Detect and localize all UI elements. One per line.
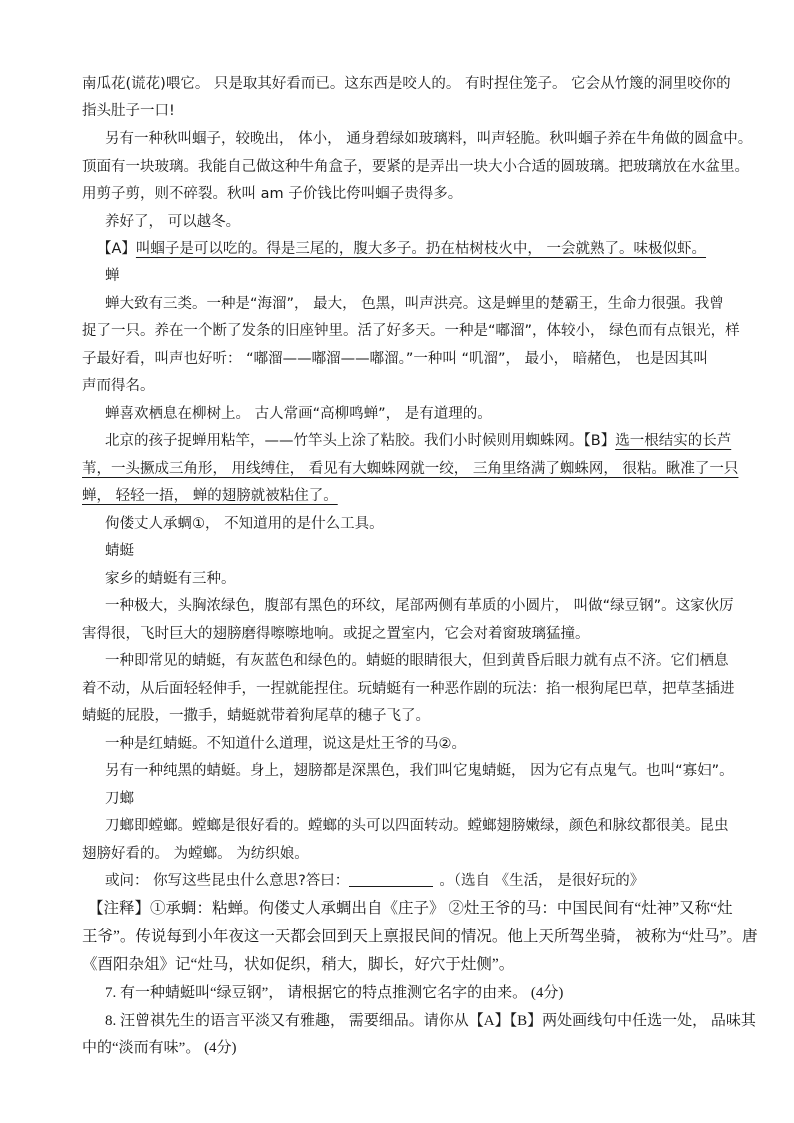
- marker-a: 【A】: [97, 241, 136, 257]
- paragraph-line: 蝉大致有三类。一种是“海溜”， 最大， 色黑，叫声洪亮。这是蝉里的楚霸王，生命力很强。我曾: [105, 296, 724, 312]
- paragraph-line: 蝉喜欢栖息在柳树上。 古人常画“高柳鸣蝉”， 是有道理的。: [105, 406, 492, 422]
- question-8: 8. 汪曾祺先生的语言平淡又有雅趣， 需要细品。请你从【A】【B】两处画线句中任选一处， 品味其: [105, 1013, 756, 1029]
- paragraph-line: 一种即常见的蜻蜓，有灰蓝色和绿色的。蜻蜓的眼睛很大，但到黄昏后眼力就有点不济。它们栖息: [105, 653, 729, 669]
- paragraph-line: 一种是红蜻蜓。不知道什么道理，说这是灶王爷的马②。: [105, 736, 466, 752]
- paragraph-line: 指头肚子一口!: [82, 103, 175, 119]
- paragraph-line: 捉了一只。养在一个断了发条的旧座钟里。活了好多天。一种是“嘟溜”，体较小， 绿色而有点银光，样: [82, 323, 740, 339]
- sentence-b-part2: 苇，一头撅成三角形， 用线缚住， 看见有大蜘蛛网就一绞， 三角里络满了蜘蛛网， 很粘。瞅准了一只: [82, 461, 739, 477]
- paragraph-line: 另有一种纯黑的蜻蜓。身上，翅膀都是深黑色，我们叫它鬼蜻蜓， 因为它有点鬼气。也叫“寡妇”。: [105, 763, 734, 779]
- paragraph-line: 南瓜花(谎花)喂它。 只是取其好看而已。这东西是咬人的。 有时捏住笼子。 它会从竹篾的洞里咬你的: [82, 76, 731, 92]
- question-7: 7. 有一种蜻蜓叫“绿豆钢”， 请根据它的特点推测它名字的由来。 (4分): [105, 985, 564, 1001]
- paragraph-line: 养好了， 可以越冬。: [105, 214, 241, 230]
- section-heading-qingting: 蜻蜓: [105, 543, 134, 559]
- paragraph-line: 佝偻丈人承蜩①， 不知道用的是什么工具。: [105, 516, 384, 532]
- paragraph-line: 声而得名。: [82, 378, 155, 394]
- paragraph-line: 另有一种秋叫蝈子，较晚出， 体小， 通身碧绿如玻璃料，叫声轻脆。秋叫蝈子养在牛角做的圆盒中。: [105, 131, 753, 147]
- paragraph-line: 一种极大，头胸浓绿色，腹部有黑色的环纹，尾部两侧有革质的小圆片， 叫做“绿豆钢”。这家伙厉: [105, 598, 734, 614]
- paragraph-line: 用剪子剪，则不碎裂。秋叫 am 子价钱比侉叫蝈子贵得多。: [82, 186, 463, 202]
- notes-line: 《酉阳杂俎》记“灶马，状如促织，稍大，脚长，好穴于灶侧”。: [82, 956, 515, 973]
- underlined-sentence-a: [0, 239, 794, 259]
- question-8-cont: 中的“淡而有味”。 (4分): [82, 1040, 237, 1056]
- paragraph-line: 着不动，从后面轻轻伸手，一捏就能捏住。玩蜻蜓有一种恶作剧的玩法：掐一根狗尾巴草，把草茎插进: [82, 681, 735, 697]
- paragraph-line: 顶面有一块玻璃。我能自己做这种牛角盒子，要紧的是弄出一块大小合适的圆玻璃。把玻璃放在水盆里。: [82, 159, 749, 175]
- sentence-b-part1: 选一根结实的长芦: [615, 433, 732, 449]
- underlined-sentence-b: [0, 486, 794, 506]
- section-heading-daolang: 刀螂: [105, 791, 134, 807]
- paragraph-line: 北京的孩子捉蝉用粘竿，——竹竿头上涂了粘胶。我们小时候则用蜘蛛网。【B】选一根结实的长芦: [105, 433, 732, 449]
- paragraph-line: 刀螂即螳螂。螳螂是很好看的。螳螂的头可以四面转动。螳螂翅膀嫩绿，颜色和脉纹都很美。昆虫: [105, 818, 729, 834]
- notes-line: 【注释】①承蜩：粘蝉。佝偻丈人承蜩出自《庄子》 ②灶王爷的马：中国民间有“灶神”又称“灶: [88, 900, 733, 917]
- answer-blank: [349, 872, 433, 887]
- notes-line: 王爷”。传说每到小年夜这一天都会回到天上禀报民间的情况。他上天所驾坐骑， 被称为“灶马”。唐: [82, 928, 758, 945]
- paragraph-line: 害得很，飞时巨大的翅膀磨得嚓嚓地响。或捉之置室内，它会对着窗玻璃猛撞。: [82, 626, 590, 642]
- marker-b: 【B】: [583, 433, 616, 449]
- underlined-sentence-b: [0, 459, 794, 479]
- paragraph-line: 蜻蜓的屁股，一撒手，蜻蜓就带着狗尾草的穗子飞了。: [82, 708, 430, 724]
- closing-line: 或问： 你写这些昆虫什么意思?答曰： 。（选自 《生活， 是很好玩的》: [105, 873, 645, 889]
- paragraph-line: 家乡的蜻蜓有三种。: [105, 571, 236, 587]
- section-heading-chan: 蝉: [105, 268, 120, 284]
- paragraph-line: 翅膀好看的。 为螳螂。 为纺织娘。: [82, 846, 309, 862]
- sentence-b-part3: 蝉， 轻轻一捂， 蝉的翅膀就被粘住了。: [82, 488, 338, 504]
- sentence-a: 叫蝈子是可以吃的。得是三尾的，腹大多子。扔在枯树枝火中， 一会就熟了。味极似虾。: [135, 241, 707, 257]
- paragraph-line: 子最好看，叫声也好听： “嘟溜——嘟溜——嘟溜。”一种叫 “叽溜”， 最小， 暗赭色， 也是因其叫: [82, 351, 708, 367]
